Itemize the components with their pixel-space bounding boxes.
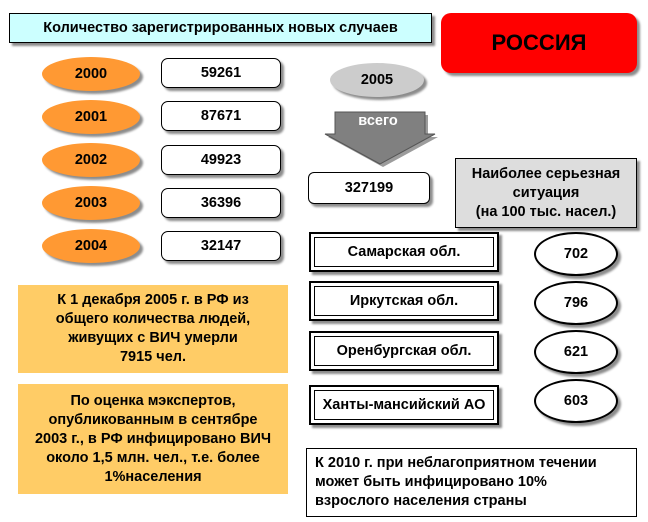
serious-line-3: (на 100 тыс. насел.)	[475, 203, 617, 220]
count-2004: 32147	[161, 231, 281, 261]
serious-line-2: ситуация	[512, 184, 580, 201]
estimate-note	[18, 384, 288, 494]
note-line: 1%населения	[104, 468, 202, 485]
note-line: может быть инфицировано 10%	[315, 474, 547, 490]
note-line: около 1,5 млн. чел., т.е. более	[46, 449, 260, 466]
note-line: 7915 чел.	[119, 349, 186, 365]
region-name: Ханты-мансийский АО	[322, 397, 486, 413]
rate-samara: 702	[534, 232, 618, 276]
count-2001: 87671	[161, 101, 281, 131]
note-line: К 1 декабря 2005 г. в РФ из	[57, 292, 249, 308]
region-irkutsk	[309, 281, 499, 321]
region-samara	[309, 232, 499, 272]
rate-irkutsk: 796	[534, 281, 618, 325]
region-orenburg	[309, 331, 499, 371]
total-arrow	[321, 108, 435, 164]
rate-orenburg: 621	[534, 330, 618, 374]
note-line: 2003 г., в РФ инфицировано ВИЧ	[34, 430, 272, 447]
region-name: Иркутская обл.	[349, 293, 459, 309]
serious-line-1: Наиболее серьезная	[471, 165, 621, 182]
year-2000: 2000	[42, 57, 140, 91]
note-line: взрослого населения страны	[315, 493, 527, 509]
note-line: общего количества людей,	[55, 311, 251, 327]
chart-title: Количество зарегистрированных новых случаев	[9, 13, 432, 43]
year-2005: 2005	[330, 63, 424, 97]
count-2000: 59261	[161, 58, 281, 88]
total-value: 327199	[308, 172, 430, 204]
year-2002: 2002	[42, 143, 140, 177]
count-2002: 49923	[161, 145, 281, 175]
serious-situation-header	[455, 158, 637, 228]
deaths-note	[18, 285, 288, 373]
year-2001: 2001	[42, 100, 140, 134]
note-line: живущих с ВИЧ умерли	[68, 330, 238, 346]
year-2003: 2003	[42, 186, 140, 220]
year-2004: 2004	[42, 229, 140, 263]
note-line: опубликованным в сентябре	[48, 411, 258, 428]
total-label: всего	[358, 113, 398, 129]
country-label: РОССИЯ	[441, 13, 637, 73]
forecast-note	[306, 448, 637, 517]
region-khanty-mansi	[309, 385, 499, 425]
rate-khanty-mansi: 603	[534, 379, 618, 423]
region-name: Оренбургская обл.	[336, 343, 472, 359]
count-2003: 36396	[161, 188, 281, 218]
note-line: К 2010 г. при неблагоприятном течении	[315, 455, 597, 471]
note-line: По оценка мэкспертов,	[70, 392, 236, 409]
region-name: Самарская обл.	[347, 244, 461, 260]
